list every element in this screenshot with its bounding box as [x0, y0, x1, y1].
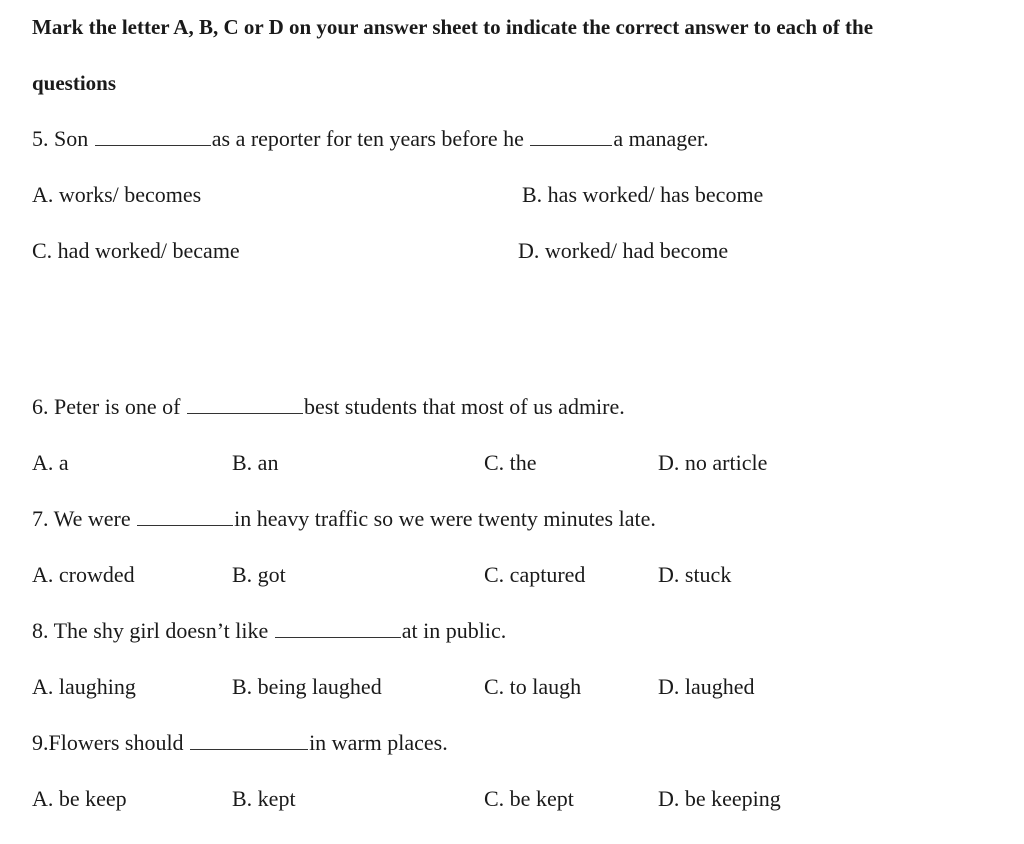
- question-6-text-part-2: best students that most of us admire.: [303, 394, 625, 419]
- question-8-blank: [275, 621, 401, 638]
- question-9-text-part-1: 9.Flowers should: [32, 730, 190, 755]
- question-9-stem: [32, 730, 448, 756]
- question-7-option-b[interactable]: B. got: [232, 562, 286, 587]
- question-6-text-part-1: 6. Peter is one of: [32, 394, 186, 419]
- question-6-option-d[interactable]: D. no article: [658, 450, 768, 475]
- question-5-option-b[interactable]: B. has worked/ has become: [522, 182, 764, 207]
- question-7-stem: [32, 506, 656, 532]
- question-8-option-c[interactable]: C. to laugh: [484, 674, 582, 699]
- question-5-blank-1: [95, 129, 211, 146]
- question-5-option-d[interactable]: D. worked/ had become: [518, 238, 729, 263]
- question-9-blank: [190, 733, 308, 750]
- question-6-stem: [32, 394, 625, 420]
- question-6-option-c[interactable]: C. the: [484, 450, 537, 475]
- question-8-option-a[interactable]: A. laughing: [32, 674, 136, 699]
- question-5-blank-2: [530, 129, 612, 146]
- question-9-option-d[interactable]: D. be keeping: [658, 786, 781, 811]
- question-9-option-a[interactable]: A. be keep: [32, 786, 127, 811]
- question-8-text-part-2: at in public.: [401, 618, 507, 643]
- question-7-blank: [137, 509, 233, 526]
- question-7-option-c[interactable]: C. captured: [484, 562, 586, 587]
- question-7-option-a[interactable]: A. crowded: [32, 562, 135, 587]
- question-5-option-c[interactable]: C. had worked/ became: [32, 238, 240, 263]
- question-9-option-c[interactable]: C. be kept: [484, 786, 574, 811]
- question-5-text-part-2: as a reporter for ten years before he: [211, 126, 530, 151]
- question-6-blank: [187, 397, 303, 414]
- question-8-option-d[interactable]: D. laughed: [658, 674, 755, 699]
- instruction-line-1: Mark the letter A, B, C or D on your answer sheet to indicate the correct answer to each of the: [32, 15, 874, 39]
- question-7-option-d[interactable]: D. stuck: [658, 562, 732, 587]
- question-6-option-a[interactable]: A. a: [32, 450, 69, 475]
- question-8-option-b[interactable]: B. being laughed: [232, 674, 382, 699]
- question-7-text-part-2: in heavy traffic so we were twenty minutes late.: [234, 506, 656, 531]
- question-5-stem: [32, 126, 709, 152]
- question-6-option-b[interactable]: B. an: [232, 450, 279, 475]
- question-7-text-part-1: 7. We were: [32, 506, 137, 531]
- question-8-stem: [32, 618, 506, 644]
- question-8-text-part-1: 8. The shy girl doesn’t like: [32, 618, 274, 643]
- question-5-option-a[interactable]: A. works/ becomes: [32, 182, 202, 207]
- question-5-text-part-1: 5. Son: [32, 126, 94, 151]
- question-5-text-part-3: a manager.: [613, 126, 709, 151]
- question-9-option-b[interactable]: B. kept: [232, 786, 296, 811]
- instruction-line-2: questions: [32, 71, 117, 95]
- question-9-text-part-2: in warm places.: [309, 730, 448, 755]
